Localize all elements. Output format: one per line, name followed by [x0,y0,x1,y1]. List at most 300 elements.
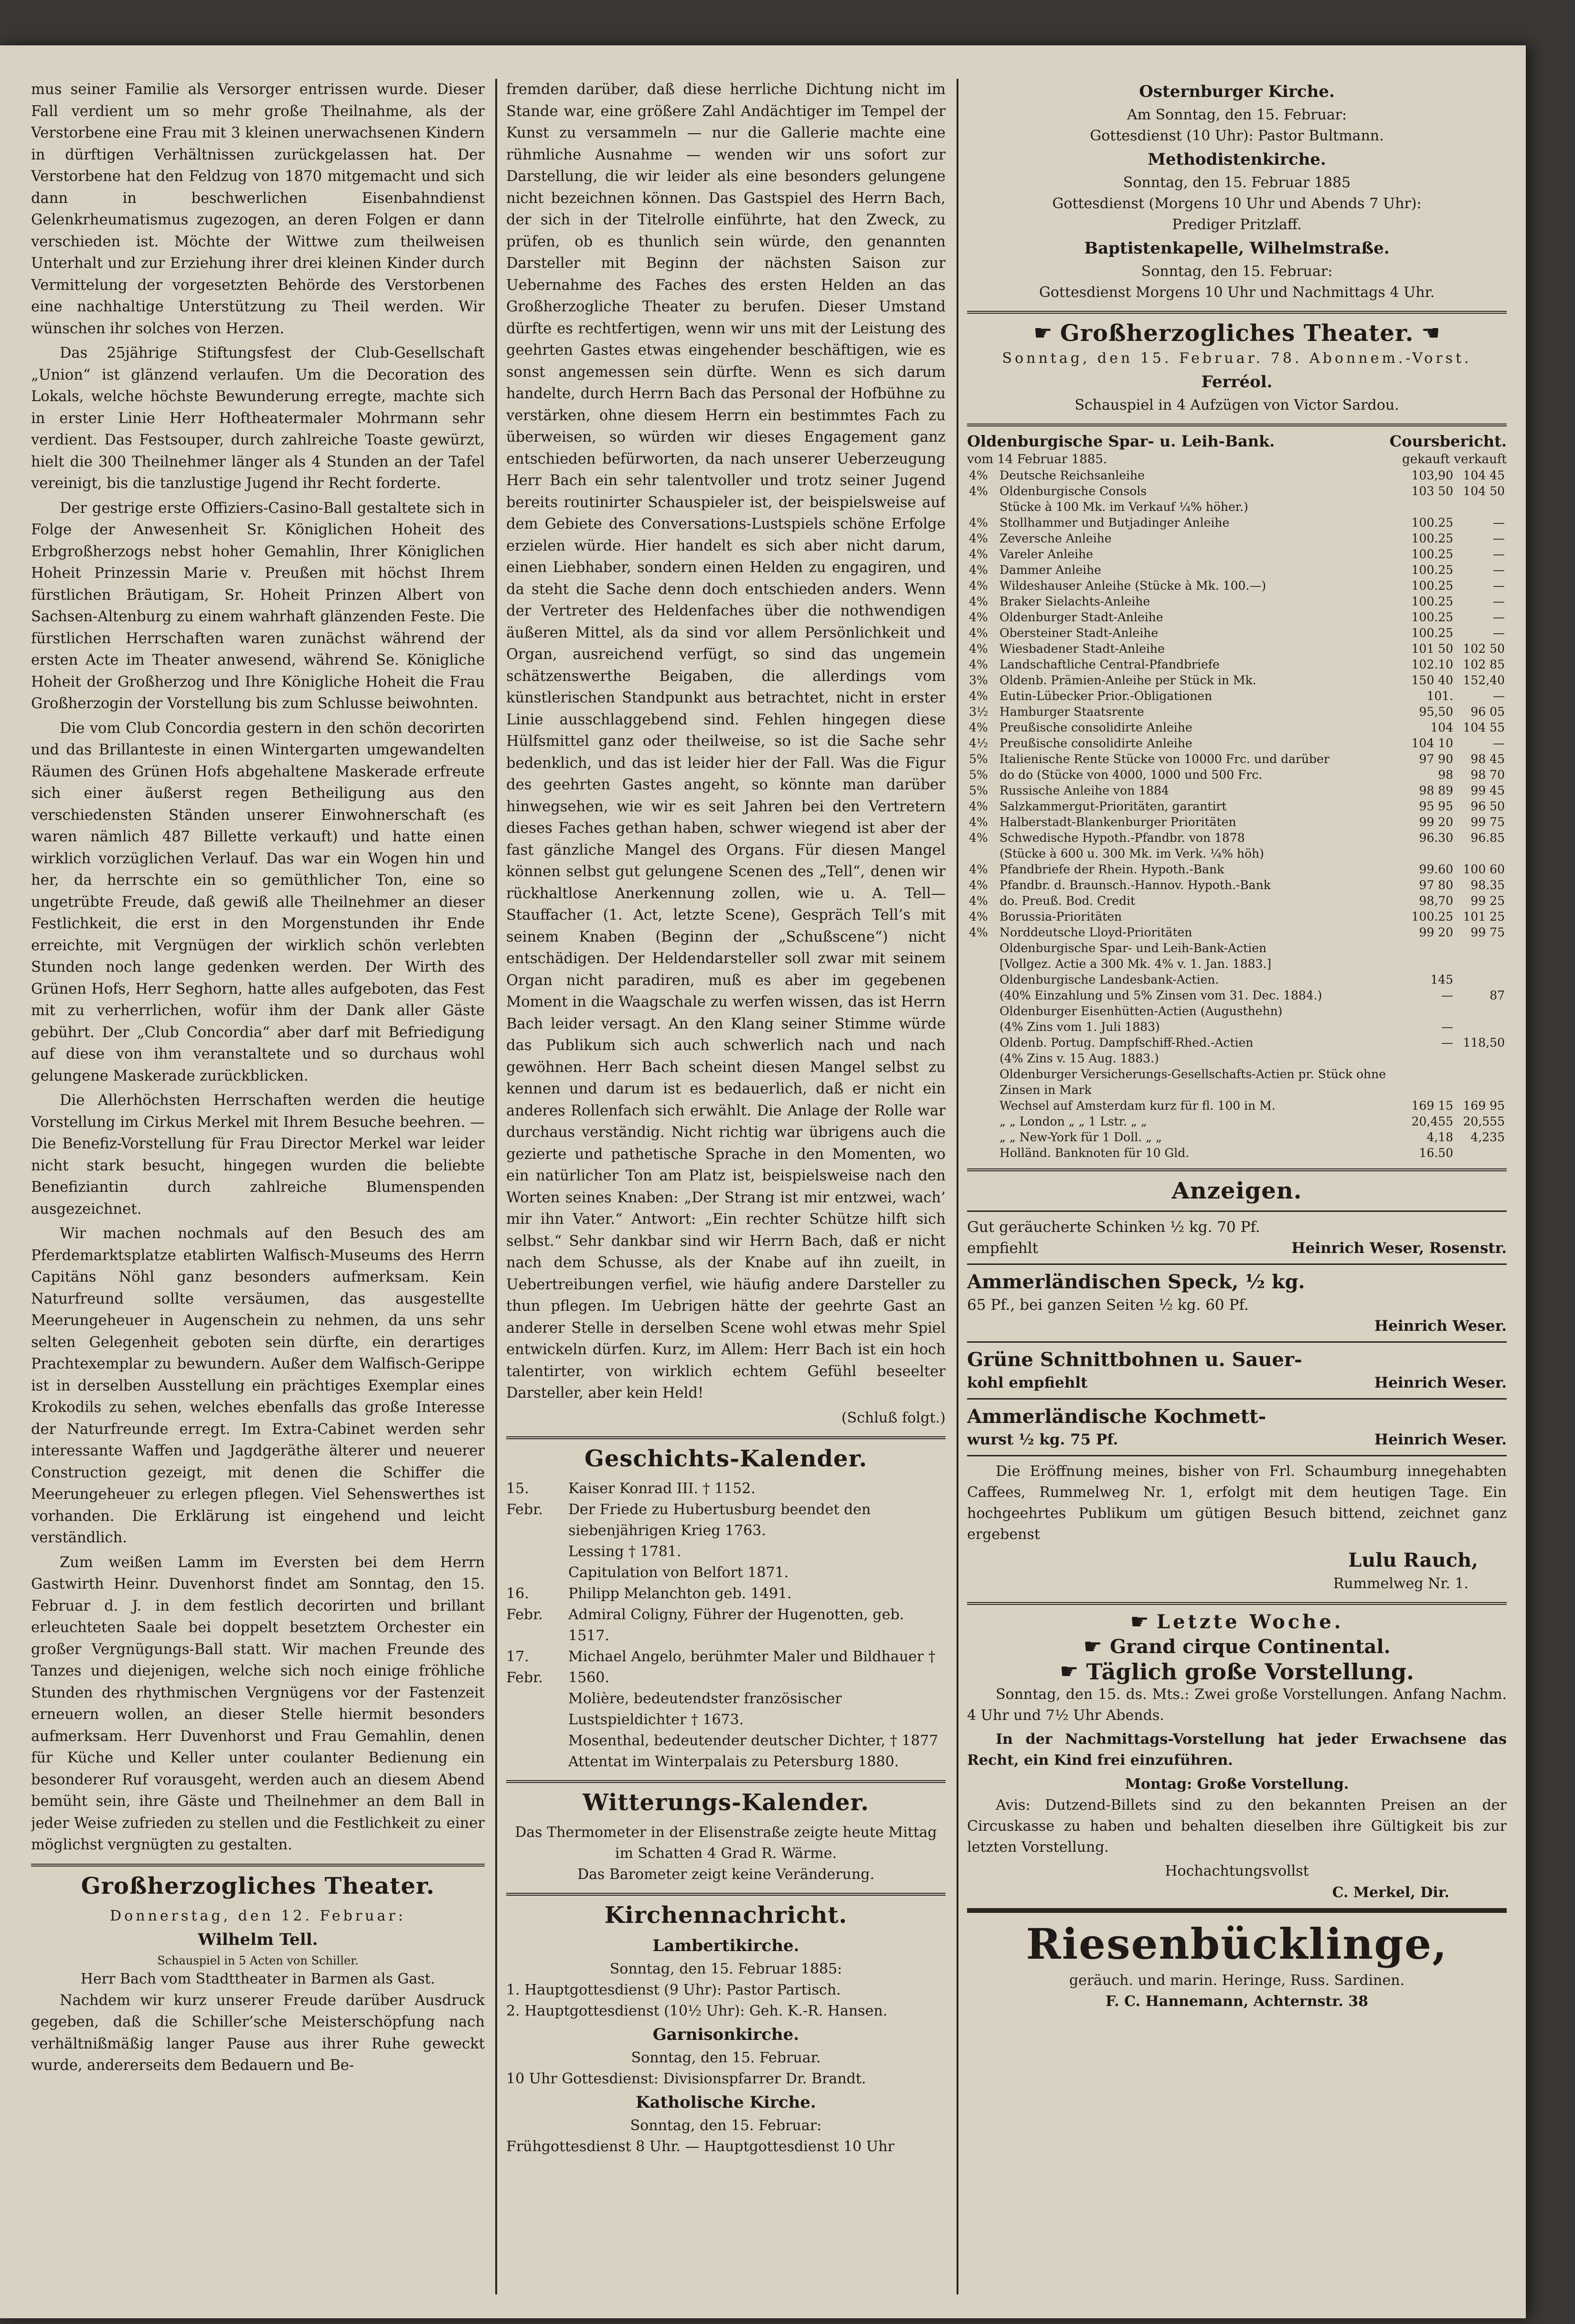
ad-text: empfiehlt [967,1240,1038,1257]
church-line: Sonntag, den 15. Februar: [1141,263,1333,280]
stock-sold [1455,1145,1507,1161]
calendar-date: 17. Febr. [506,1648,543,1686]
stock-bought [1404,846,1455,861]
stock-rate [967,1051,998,1066]
stock-name: Oldenburgische Consols [1000,484,1147,498]
stock-name: Landschaftliche Central-Pfandbriefe [1000,658,1220,671]
article-paragraph: Zum weißen Lamm im Eversten bei dem Herrn Gastwirth Heinr. Duvenhorst findet am Sonntag, den 15. Februar d. J. in dem festlich decorirten und brillant erleuchteten Saale bei doppelt besetztem Orchester ein großer Vergnügungs-Ball statt. Wir machen Freunde des Tanzes und diejenigen, welche sich noch einige fröhliche Stunden des rhythmischen Vergnügens vor der Fastenzeit erneuern wollen, an dieser Stelle hiermit besonders aufmerksam. Herr Duvenhorst und Frau Gemahlin, denen für Küche und Keller unter coulanter Bedienung ein besonderer Ruf vorausgeht, werden auch an diesem Abend bemüht sein, ihre Gäste und Theilnehmer an dem Ball in jeder Weise zufrieden zu stellen und die Festlichkeit zu einer möglichst vergnügten zu gestalten. [31,1554,485,1853]
church-line: Frühgottesdienst 8 Uhr. — Hauptgottesdienst 10 Uhr [506,2138,894,2155]
divider [967,1210,1507,1212]
ad-circus [967,1610,1507,1903]
stock-sold: — [1493,563,1505,577]
church-name: Baptistenkapelle, Wilhelmstraße. [1084,239,1390,258]
stock-rate [967,956,998,972]
church-notices [506,1935,946,2157]
stock-row [967,672,1507,688]
divider [967,1908,1507,1913]
stock-rate: 4% [969,484,988,498]
ad-text: Die Eröffnung meines, bisher von Frl. Schaumburg innegehabten Caffees, Rummelweg Nr. 1, erfolgt mit dem heutigen Tage. Ein hochgeehrtes Publikum um gütigen Besuch bittend, zeichnet ganz ergebenst [967,1463,1507,1543]
stock-row [967,909,1507,924]
stock-sold [1455,1019,1507,1035]
ad-text: wurst ½ kg. 75 Pf. [967,1431,1118,1448]
stock-name: Oldenburger Versicherungs-Gesellschafts-Actien pr. Stück ohne Zinsen in Mark [1000,1067,1386,1097]
stock-rate [967,1035,998,1051]
stock-name: Deutsche Reichsanleihe [1000,468,1145,482]
stock-bought: 101. [1426,689,1453,703]
report-title: Coursbericht. [1389,432,1507,450]
stock-bought [1404,1003,1455,1019]
calendar-line: Mosenthal, bedeutender deutscher Dichter, † 1877 [568,1732,938,1749]
stock-row [967,657,1507,672]
stock-rate: 4% [969,626,988,640]
ad-text: In der Nachmittags-Vorstellung hat jeder Erwachsene das Recht, ein Kind frei einzuführen. [967,1731,1507,1769]
stock-rate: 4% [969,831,988,845]
calendar-line: Kaiser Konrad III. † 1152. [568,1480,756,1497]
section-divider [506,1436,946,1439]
stock-sold: 169 95 [1463,1099,1505,1113]
church-line: Sonntag, den 15. Februar. [631,2049,821,2066]
stock-name: Eutin-Lübecker Prior.-Obligationen [1000,689,1213,703]
stock-name: Dammer Anleihe [1000,563,1101,577]
stock-row [967,578,1507,594]
ad-caffee [967,1461,1507,1594]
church-line: Sonntag, den 15. Februar 1885: [609,1960,842,1977]
calendar-date: 15. Febr. [506,1480,543,1518]
stock-report-title [967,431,1507,451]
stock-name: (40% Einzahlung und 5% Zinsen vom 31. Dec. 1884.) [1000,988,1322,1002]
stock-row [967,641,1507,657]
stock-rate: 4% [969,642,988,656]
stock-report-subheader [967,451,1507,467]
col-bought-label: gekauft [1402,452,1450,467]
weather-line: Das Barometer zeigt keine Veränderung. [577,1866,875,1883]
stock-sold: 96 05 [1470,705,1505,719]
stock-name: Holländ. Banknoten für 10 Gld. [1000,1146,1190,1160]
pointing-hand-icon: ☛ [1130,1610,1149,1634]
stock-sold [1455,972,1507,987]
weather-calendar [506,1822,946,1885]
stock-sold [1455,956,1507,972]
stock-row [967,798,1507,814]
stock-sold: 4,235 [1470,1130,1505,1144]
stock-bought: 96.30 [1419,831,1453,845]
stock-rate: 4% [969,815,988,829]
stock-row [967,483,1507,499]
divider [967,1263,1507,1265]
stock-name: (4% Zins v. 15 Aug. 1883.) [1000,1051,1159,1065]
stock-name: Zeversche Anleihe [1000,531,1112,545]
stock-sold: 98.35 [1470,878,1505,892]
stock-row [967,940,1507,956]
stock-name: Italienische Rente Stücke von 10000 Frc. und darüber [1000,752,1330,766]
ad-schinken [967,1217,1507,1259]
stock-name: Preußische consolidirte Anleihe [1000,721,1192,734]
calendar-date: 16. Febr. [506,1585,543,1623]
stock-rate: 4% [969,658,988,671]
stock-rate: 4% [969,799,988,813]
stock-row [967,861,1507,877]
stock-bought: 100.25 [1411,531,1453,545]
theater-date: Donnerstag, den 12. Februar: [110,1907,406,1924]
stock-bought: — [1441,988,1453,1002]
section-divider [967,424,1507,426]
stock-bought: 101 50 [1411,642,1453,656]
calendar-entry [506,1478,946,1583]
stock-sold: 118,50 [1463,1036,1505,1050]
theater-guest: Herr Bach vom Stadttheater in Barmen als Gast. [80,1970,436,1987]
calendar-text [568,1646,946,1772]
section-heading: Kirchennachricht. [604,1901,848,1929]
stock-sold: 99 75 [1470,815,1505,829]
stock-rate [967,987,998,1003]
church-line: 2. Hauptgottesdienst (10½ Uhr): Geh. K.-R. Hansen. [506,2002,888,2019]
stock-bought: 98 89 [1419,784,1453,797]
theater-author: Schauspiel in 4 Aufzügen von Victor Sardou. [1075,397,1399,414]
calendar-line: Lessing † 1781. [568,1543,681,1560]
stock-rate [967,846,998,861]
ad-signature: C. Merkel, Dir. [1332,1884,1449,1901]
stock-bought: 103 50 [1411,484,1453,498]
newspaper-page [0,45,1526,2318]
stock-bought: 100.25 [1411,563,1453,577]
stock-bought: 100.25 [1411,626,1453,640]
stock-row [967,546,1507,562]
church-line: Gottesdienst (10 Uhr): Pastor Bultmann. [1090,127,1384,144]
stock-sold: 102 85 [1463,658,1505,671]
stock-name: Vareler Anleihe [1000,547,1093,561]
ad-heading: Riesenbücklinge, [1026,1919,1448,1969]
stock-rate [967,1003,998,1019]
theater-banner [967,318,1507,348]
stock-sold: 99 45 [1470,784,1505,797]
ad-text: Avis: Dutzend-Billets sind zu den bekannten Preisen an der Circuskasse zu haben und behalten dieselben ihre Gültigkeit bis zur letzten Vorstellung. [967,1797,1507,1856]
stock-sold: — [1493,610,1505,624]
stock-sold: 104 45 [1463,468,1505,482]
calendar-line: Attentat im Winterpalais zu Petersburg 1880. [568,1753,899,1770]
divider [967,1398,1507,1400]
stock-sold: — [1493,736,1505,750]
stock-rate: 4% [969,689,988,703]
stock-bought: 99 20 [1419,815,1453,829]
stock-bought: 102.10 [1411,658,1453,671]
continued-note: (Schluß folgt.) [841,1409,946,1426]
stock-rate [967,940,998,956]
stock-bought [1404,1066,1455,1098]
article-paragraph: Der gestrige erste Offiziers-Casino-Ball gestaltete sich in Folge der Anwesenheit Sr. Königlichen Hoheit des Erbgroßherzogs nebst hoher Gemahlin, Ihrer Königlichen Hoheit Prinzessin Marie v. Preußen mit höchst Ihrem fürstlichen Bräutigam, Sr. Hoheit Prinzen Albert von Sachsen-Altenburg zu einem wahrhaft glänzenden Feste. Die fürstlichen Herrschaften waren zunächst während der ersten Acte im Theater anwesend, während Se. Königliche Hoheit der Großherzog und Ihre Königliche Hoheit die Frau Großherzogin der Vorstellung bis zum Schlusse beiwohnten. [31,499,485,712]
stock-name: Oldenburger Eisenhütten-Actien (Augusthehn) [1000,1004,1283,1018]
stock-name: Oldenb. Portug. Dampfschiff-Rhed.-Actien [1000,1036,1254,1050]
stock-name: [Vollgez. Actie a 300 Mk. 4% v. 1. Jan. 1883.] [1000,957,1272,971]
stock-name: Borussia-Prioritäten [1000,910,1122,923]
stock-sold: 102 50 [1463,642,1505,656]
ad-speck [967,1270,1507,1337]
stock-row [967,924,1507,940]
section-divider [506,1893,946,1896]
stock-sold [1455,1066,1507,1098]
stock-row [967,609,1507,625]
stock-rate: 5% [969,784,988,797]
church-line: Gottesdienst Morgens 10 Uhr und Nachmittags 4 Uhr. [1039,284,1435,301]
stock-rate: 5% [969,752,988,766]
stock-name: Wechsel auf Amsterdam kurz für fl. 100 in M. [1000,1099,1276,1113]
column-rule [957,79,958,2294]
stock-sold: 20,555 [1463,1114,1505,1128]
section-divider [967,1168,1507,1171]
stock-name: Stücke à 100 Mk. im Verkauf ¼% höher.) [1000,500,1248,514]
stock-bought [1404,1051,1455,1066]
stock-rate: 4% [969,579,988,593]
ad-schnittbohnen [967,1348,1507,1393]
stock-row [967,594,1507,609]
stock-rate [967,499,998,515]
calendar-line: Michael Angelo, berühmter Maler und Bildhauer † 1560. [568,1648,936,1686]
stock-bought: 97 80 [1419,878,1453,892]
history-calendar [506,1478,946,1772]
stock-name: Obersteiner Stadt-Anleihe [1000,626,1159,640]
church-line: Am Sonntag, den 15. Februar: [1127,106,1347,123]
theater-play: Ferréol. [1201,372,1273,392]
stock-bought: 104 [1430,721,1453,734]
stock-name: Schwedische Hypoth.-Pfandbr. von 1878 [1000,831,1245,845]
stock-bought: 150 40 [1411,673,1453,687]
section-divider [506,1780,946,1783]
section-heading: Geschichts-Kalender. [584,1445,868,1472]
stock-rate: 4% [969,547,988,561]
stock-bought: 98,70 [1419,894,1453,908]
stock-sold: 96 50 [1470,799,1505,813]
ad-heading: Grand cirque Continental. [1109,1635,1391,1658]
stock-name: do do (Stücke von 4000, 1000 und 500 Frc. [1000,768,1263,782]
stock-sold: 99 75 [1470,925,1505,939]
stock-name: Braker Sielachts-Anleihe [1000,594,1150,608]
ad-text: Grüne Schnittbohnen u. Sauer- [967,1348,1302,1371]
stock-name: Pfandbriefe der Rhein. Hypoth.-Bank [1000,862,1224,876]
stock-name: „ „ New-York für 1 Doll. „ „ [1000,1130,1162,1144]
stock-name: Oldenb. Prämien-Anleihe per Stück in Mk. [1000,673,1256,687]
stock-row [967,625,1507,641]
stock-sold: — [1493,689,1505,703]
pointing-hand-icon: ☛ [1033,321,1053,345]
stock-row [967,767,1507,783]
stock-rate [967,972,998,987]
ad-signature: Heinrich Weser. [1374,1431,1507,1448]
church-line: Sonntag, den 15. Februar: [630,2117,822,2134]
pointing-hand-icon: ☛ [1083,1634,1102,1659]
stock-row [967,956,1507,972]
stock-name: Halberstadt-Blankenburger Prioritäten [1000,815,1236,829]
stock-name: do. Preuß. Bod. Credit [1000,894,1136,908]
stock-row [967,720,1507,735]
stock-row [967,783,1507,798]
theater-play: Wilhelm Tell. [198,1930,318,1949]
church-notices [967,81,1507,303]
stock-bought: 100.25 [1411,516,1453,530]
stock-sold: — [1493,579,1505,593]
stock-sold: 99 25 [1470,894,1505,908]
stock-row [967,1145,1507,1161]
article-paragraph: Die vom Club Concordia gestern in den schön decorirten und das Brillanteste in einen Wintergarten umgewandelten Räumen des Grünen Hofs abgehaltene Maskerade erfreute sich einer äußerst regen Betheiligung aus den verschiedensten Ständen unserer Einwohnerschaft (es waren nämlich 487 Billette verkauft) und hatte einen wirklich vorzüglichen Verlauf. Das war ein Wogen hin und her, da herrschte ein so gemüthlicher Ton, eine so ungetrübte Freude, daß gewiß alle Theilnehmer an dieser Festlichkeit, die erst in den Morgenstunden ihr Ende erreichte, mit Vergnügen der wirklich schön verlebten Stunden noch lange gedenken werden. Der Wirth des Grünen Hofs, Herr Seghorn, hatte alles aufgeboten, das Fest mit zu verherrlichen, wofür ihm der Dank aller Gäste gebührt. Der „Club Concordia“ aber darf mit Befriedigung auf diese von ihm veranstaltete und so durchaus wohl gelungene Maskerade zurückblicken. [31,720,485,1084]
stock-rate: 4% [969,563,988,577]
church-line: Sonntag, den 15. Februar 1885 [1123,174,1351,191]
stock-rate [967,1019,998,1035]
ad-signature: Heinrich Weser. [1374,1374,1507,1391]
ad-text: Montag: Große Vorstellung. [1125,1776,1349,1793]
stock-rate: 3% [969,673,988,687]
ad-text: Ammerländischen Speck, ½ kg. [967,1271,1305,1293]
stock-bought: 100.25 [1411,610,1453,624]
stock-row [967,1129,1507,1145]
stock-bought: 98 [1438,768,1453,782]
ad-text: Ammerländische Kochmett- [967,1405,1266,1428]
calendar-entry [506,1583,946,1646]
calendar-line: Admiral Coligny, Führer der Hugenotten, geb. 1517. [568,1606,905,1644]
stock-sold [1455,940,1507,956]
stock-name: Norddeutsche Lloyd-Prioritäten [1000,925,1192,939]
church-name: Lambertikirche. [652,1936,799,1955]
church-line: 1. Hauptgottesdienst (9 Uhr): Pastor Partisch. [506,1981,841,1998]
stock-row [967,877,1507,893]
calendar-line: Der Friede zu Hubertusburg beendet den siebenjährigen Krieg 1763. [568,1501,871,1539]
stock-row [967,1066,1507,1098]
stock-sold [1455,499,1507,515]
stock-rate: 4% [969,610,988,624]
stock-bought [1404,940,1455,956]
stock-name: Oldenburgische Landesbank-Actien. [1000,973,1219,987]
divider [967,1341,1507,1343]
ad-heading: Täglich große Vorstellung. [1086,1659,1415,1685]
ad-text: Gut geräucherte Schinken ½ kg. 70 Pf. [967,1219,1260,1236]
article-paragraph: mus seiner Familie als Versorger entrissen wurde. Dieser Fall verdient um so mehr große Theilnahme, als der Verstorbene eine Frau mit 3 kleinen unerwachsenen Kindern in dürftigen Verhältnissen zurückgelassen hat. Der Verstorbene hat den Feldzug von 1870 mitgemacht und sich dann in beschwerlichen Eisenbahndienst Gelenkrheumatismus zugezogen, an deren Folgen er dann verschieden ist. Möchte der Wittwe zum theilweisen Unterhalt und zur Erziehung ihrer drei kleinen Kinder durch Vermittelung der vorgesetzten Behörde des Verstorbenen eine nachhaltige Unterstützung zu Theil werden. Wir wünschen ihr solches von Herzen. [31,81,485,337]
stock-sold: — [1493,531,1505,545]
stock-row [967,704,1507,720]
calendar-line: Capitulation von Belfort 1871. [568,1564,789,1581]
stock-name: Salzkammergut-Prioritäten, garantirt [1000,799,1227,813]
stock-name: Hamburger Staatsrente [1000,705,1144,719]
stock-bought: 100.25 [1411,579,1453,593]
article-paragraph: fremden darüber, daß diese herrliche Dichtung nicht im Stande war, eine größere Zahl Andächtiger im Tempel der Kunst zu versammeln — nur die Gallerie machte eine rühmliche Ausnahme — wenden wir uns sofort zur Darstellung, die wir leider als eine besonders gelungene nicht bezeichnen können. Das Gastspiel des Herrn Bach, der sich in der Titelrolle einführte, hat den Zweck, zu prüfen, ob es thunlich sein würde, den genannten Darsteller mit Beginn der nächsten Saison zur Uebernahme des Faches des ersten Helden an das Großherzogliche Theater zu berufen. Dieser Umstand dürfte es rechtfertigen, wenn wir uns mit der Leistung des geehrten Gastes etwas eingehender beschäftigen, wie es sonst angemessen sein dürfte. Wenn es sich darum handelte, durch Herrn Bach das Personal der Hofbühne zu verstärken, ohne diesem Herrn ein bestimmtes Fach zu überweisen, so würden wir dieses Engagement ganz entschieden befürworten, da nach unserer Ueberzeugung Herr Bach ein sehr talentvoller und trotz seiner Jugend bereits routinirter Schauspieler ist, der beispielsweise auf dem Gebiete des Conversations-Lustspiels schöne Erfolge erzielen würde. Hier handelt es sich aber nicht darum, einen Liebhaber, sondern einen Helden zu engagiren, und da steht die Sache denn doch entschieden anders. Wenn der Vertreter des Heldenfaches über die nothwendigen äußeren Mittel, als da sind vor allem Persönlichkeit und Organ, ausreichend verfügt, so sind das ungemein schätzenswerthe Beigaben, die allerdings vom künstlerischen Standpunkt aus betrachtet, nicht in erster Linie ausschlaggebend sind. Fehlen hingegen diese Hülfsmittel ganz oder theilweise, so ist die Sache sehr bedenklich, und das ist leider hier der Fall. Was die Figur des geehrten Gastes angeht, so könnte man darüber hinwegsehen, wie wir es seit Jahren bei den Vertretern dieses Faches gethan haben, schwer wiegend ist aber der fast gänzliche Mangel des Organs. Für diesen Mangel können selbst gut gelungene Scenen des „Tell“, denen wir rückhaltlose Anerkennung zollen, wie u. A. Tell—Stauffacher (1. Act, letzte Scene), Gespräch Tell’s mit seinem Knaben (Beginn der „Schußscene“) nicht entschädigen. Der Heldendarsteller soll zwar mit seinem Organ nicht paradiren, muß es aber im gegebenen Moment in die Waagschale zu werfen wissen, das ist Herrn Bach leider versagt. An den Klang seiner Stimme würde das Publikum sich auch schwerlich nach und nach gewöhnen. Herr Bach scheint diesen Mangel selbst zu kennen und darum ist es bedauerlich, daß er nicht ein anderes Rollenfach sich erwählt. Die Anlage der Rolle war durchaus verständig. Nicht richtig war übrigens auch die gezierte und pathetische Sprache in den Momenten, wo ein natürlicher Ton am Platz ist, beispielsweise nach den Worten seines Knaben: „Der Strang ist mir entzwei, wach’ mir ihn Vater.“ Antwort: „Ein rechter Schütze hilft sich selbst.“ Sehr dankbar sind wir Herrn Bach, daß er nicht nach dem Schusse, als der Knabe auf ihn zueilt, in Uebertreibungen verfiel, wie häufig andere Darsteller zu thun pflegen. Im Uebrigen hätte der geehrte Gast an anderer Stelle in derselben Scene wohl etwas mehr Spiel entwickeln dürfen. Kurz, im Allem: Herr Bach ist ein hoch talentirter, von wirklich echtem Gefühl beseelter Darsteller, aber kein Held! [506,81,946,1401]
ad-text: geräuch. und marin. Heringe, Russ. Sardinen. [1069,1972,1405,1989]
stock-rate: 5% [969,768,988,782]
stock-row [967,499,1507,515]
stock-name: (4% Zins vom 1. Juli 1883) [1000,1020,1160,1034]
ad-text: Hochachtungsvollst [1165,1863,1309,1879]
stock-rate: 4% [969,894,988,908]
stock-rate: 4% [969,910,988,923]
stock-row [967,846,1507,861]
calendar-line: Molière, bedeutendster französischer Lustspieldichter † 1673. [568,1690,842,1728]
ad-text: Sonntag, den 15. ds. Mts.: Zwei große Vorstellungen. Anfang Nachm. 4 Uhr und 7½ Uhr Abends. [967,1686,1507,1724]
stock-name: Wildeshauser Anleihe (Stücke à Mk. 100.—) [1000,579,1266,593]
ad-signature: F. C. Hannemann, Achternstr. 38 [1106,1993,1368,2010]
stock-rate: 3½ [969,705,989,719]
stock-row [967,1114,1507,1129]
church-line: Gottesdienst (Morgens 10 Uhr und Abends 7 Uhr): [1052,195,1422,212]
stock-sold [1455,846,1507,861]
column-rule [495,79,497,2294]
stock-name: Oldenburgische Spar- und Leih-Bank-Actien [1000,941,1267,955]
ad-signature: Heinrich Weser. [1374,1317,1507,1335]
theater-date: Sonntag, den 15. Februar. 78. Abonnem.-Vorst. [1002,350,1472,367]
stock-sold: 98 45 [1470,752,1505,766]
stock-name: „ „ London „ „ 1 Lstr. „ „ [1000,1114,1147,1128]
stock-sold: 87 [1490,988,1505,1002]
stock-name: (Stücke à 600 u. 300 Mk. im Verk. ¼% höh) [1000,847,1264,860]
stock-sold: 98 70 [1470,768,1505,782]
stock-bought: 104 10 [1411,736,1453,750]
stock-row [967,1035,1507,1051]
church-name: Methodistenkirche. [1148,150,1326,169]
stock-bought: 100.25 [1411,910,1453,923]
bank-name: Oldenburgische Spar- u. Leih-Bank. [967,432,1275,450]
stock-bought: 16.50 [1419,1146,1453,1160]
stock-row [967,830,1507,846]
calendar-text [568,1478,946,1583]
stock-row [967,1019,1507,1035]
stock-rate: 4% [969,594,988,608]
church-line: 10 Uhr Gottesdienst: Divisionspfarrer Dr. Brandt. [506,2070,866,2087]
ad-kochmettwurst [967,1404,1507,1450]
stock-sold: 96.85 [1470,831,1505,845]
pointing-hand-icon: ☛ [1421,321,1440,345]
stock-bought: 97 90 [1419,752,1453,766]
church-name: Osternburger Kirche. [1139,82,1335,101]
ad-heading: Letzte Woche. [1156,1611,1344,1633]
ad-signature: Lulu Rauch, [1348,1549,1478,1571]
stock-row [967,735,1507,751]
stock-rate [967,1066,998,1098]
stock-row [967,1098,1507,1114]
stock-bought: 100.25 [1411,594,1453,608]
stock-sold: — [1493,626,1505,640]
theater-author: Schauspiel in 5 Acten von Schiller. [157,1953,359,1967]
stock-table [967,467,1507,1161]
ad-riesenbucklinge [967,1918,1507,2012]
stock-row [967,987,1507,1003]
stock-row [967,814,1507,830]
stock-row [967,531,1507,546]
section-divider [31,1864,485,1867]
stock-bought: 20,455 [1411,1114,1453,1128]
stock-rate: 4% [969,862,988,876]
report-date: vom 14 Februar 1885. [967,452,1107,467]
stock-rate: 4% [969,925,988,939]
stock-sold: 100 60 [1463,862,1505,876]
stock-sold: — [1493,547,1505,561]
stock-name: Preußische consolidirte Anleihe [1000,736,1192,750]
stock-row [967,893,1507,909]
section-heading: Großherzogliches Theater. [1060,320,1414,347]
column-3 [967,79,1507,2299]
stock-sold: 101 25 [1463,910,1505,923]
stock-rate: 4% [969,531,988,545]
stock-row [967,1003,1507,1019]
stock-row [967,562,1507,578]
calendar-entry [506,1646,946,1772]
column-2 [506,79,946,2299]
stock-sold [1455,1051,1507,1066]
ad-signature: Heinrich Weser, Rosenstr. [1291,1240,1507,1257]
section-heading: Witterungs-Kalender. [583,1789,869,1816]
stock-row [967,1051,1507,1066]
stock-rate [967,1114,998,1129]
stock-rate: 4% [969,721,988,734]
stock-sold: — [1493,594,1505,608]
stock-name: Wiesbadener Stadt-Anleihe [1000,642,1165,656]
stock-bought: — [1441,1020,1453,1034]
stock-rate [967,1145,998,1161]
calendar-line: Philipp Melanchton geb. 1491. [568,1585,792,1602]
stock-bought [1404,956,1455,972]
